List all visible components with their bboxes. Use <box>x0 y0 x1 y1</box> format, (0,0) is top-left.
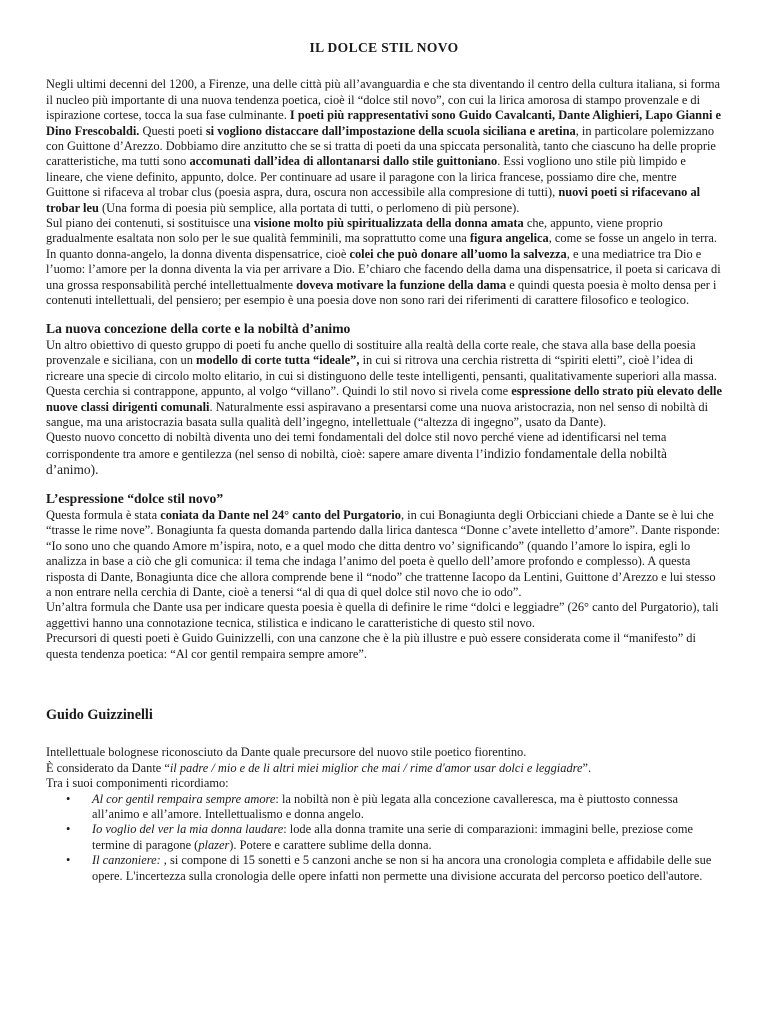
text-run: ”. <box>582 760 592 775</box>
bold-text: modello di corte tutta “ideale”, <box>196 353 360 368</box>
text-run: Sul piano dei contenuti, si sostituisce una <box>46 216 254 231</box>
text-run: , in cui Bonagiunta degli Orbicciani chiede a Dante se è lui che “trasse le rime nove”. Bonagiunta fa questa domanda partendo dalla lirica dantesca “Donne c’avete intelletto d’amore”. Dante risponde: “Io sono uno che quando Amore m’ispira, noto, e a quel modo che ditta dentro vo’ significando” (quando l’amore lo ispira, egli lo analizza in base a ciò che gli comunica: il tema che indaga l’animo del poeta è quello dell’amore profondo e complesso). A questa risposta di Dante, Bonagiunta dice che allora comprende bene il “nodo” che trattenne Iacopo da Lentini, Guittone d’Arezzo e lui stesso a non entrare nella cerchia di Dante, cioè a tenersi “al di qua di quel dolce stil novo che io odo”. <box>46 507 720 599</box>
espressione-paragraph-2: Un’altra formula che Dante usa per indicare questa poesia è quella di definire le rime “dolci e leggiadre” (26° canto del Purgatorio), tali aggettivi hanno una connotazione tecnica, stilistica e indicano le caratteristiche di questo stil novo. <box>46 600 719 630</box>
bold-text: espressione dello strato più elevato delle nuove classi dirigenti comunali <box>46 384 722 414</box>
text-run: ). Potere e carattere sublime della donna. <box>229 837 432 852</box>
list-item-text <box>92 822 693 851</box>
text-run: che, appunto, viene proprio gradualmente esaltata non solo per le sue qualità femminili, ma soprattutto come una <box>46 216 663 246</box>
corte-paragraph-3-start: Questo nuovo concetto di nobiltà diventa uno dei temi fondamentali del dolce stil novo perché viene ad identificarsi nel tema corrispondente tra amore e gentilezza (nel senso di nobiltà, cioè: sapere amare diventa l’ <box>46 430 667 461</box>
intro-paragraph <box>46 77 722 216</box>
italic-text: Io voglio del ver la mia donna laudare <box>92 822 284 837</box>
bullet-icon: • <box>66 791 71 806</box>
espressione-paragraph-3: Precursori di questi poeti è Guido Guinizzelli, con una canzone che è la più illustre e può essere considerata come il “manifesto” di questa tendenza poetica: “Al cor gentil rempaira sempre amore”. <box>46 631 696 661</box>
bold-text: coniata da Dante nel 24° canto del Purgatorio <box>160 507 401 522</box>
contents-paragraph <box>46 216 722 308</box>
text-run: . Naturalmente essi aspiravano a presentarsi come una nuova aristocrazia, non nel senso di nobiltà di sangue, ma una aristocrazia basata sulla qualità dell’ingegno, intellettuale (“altezza di ingegno”, usato da Dante). <box>46 399 709 429</box>
text-run: Un altro obiettivo di questo gruppo di poeti fu anche quello di sostituire alla realtà della corte reale, che stava alla base della poesia provenzale e siciliana, con un <box>46 337 696 368</box>
text-run: : lode alla donna tramite una serie di comparazioni: immagini belle, preziose come termine di paragone ( <box>92 822 694 852</box>
text-run: Questa formula è stata <box>46 507 161 522</box>
guido-paragraph-2 <box>46 761 722 776</box>
text-run: (Una forma di poesia più semplice, alla portata di tutti, o perlomeno di più persone). <box>98 200 520 215</box>
text-run: . Essi vogliono uno stile più limpido e lineare, che viene definito, appunto, dolce. Per continuare ad usare il paragone con la lirica francese, possiamo dire che, mentre Guittone si rifaceva al trobar clus (poesia aspra, dura, oscura non accessibile alla compresione di tutti), <box>46 154 686 200</box>
espressione-paragraph-1 <box>46 508 722 600</box>
bold-text: accomunati dall’idea di allontanarsi dallo stile guittoniano <box>189 154 498 169</box>
section-heading-corte: La nuova concezione della corte e la nobiltà d’animo <box>46 320 351 336</box>
guido-paragraph-3: Tra i suoi componimenti ricordiamo: <box>46 776 229 791</box>
corte-paragraph-3-end: indizio fondamentale della nobiltà d’animo). <box>46 445 667 478</box>
section-heading-guido: Guido Guizzinelli <box>46 707 153 724</box>
bold-text: I poeti più rappresentativi sono Guido Cavalcanti, Dante Alighieri, Lapo Gianni e Dino Frescobaldi. <box>46 108 722 138</box>
bullet-icon: • <box>66 853 71 868</box>
works-list <box>46 792 722 884</box>
bullet-icon: • <box>66 822 71 837</box>
text-run: in cui si ritrova una cerchia ristretta di “spiriti eletti”, cioè l’idea di ricreare una specie di circolo molto elitario, in cui si distinguono delle teste intelligenti, pensanti, qualitativamente superiori alla massa. <box>46 353 717 383</box>
italic-text: Al cor gentil rempaira sempre amore <box>92 791 276 806</box>
text-run: , come se fosse un angelo in terra. In quanto donna-angelo, la donna diventa dispensatrice, cioè <box>46 231 717 261</box>
document-title: IL DOLCE STIL NOVO <box>309 40 459 55</box>
guido-paragraph-1: Intellettuale bolognese riconosciuto da Dante quale precursore del nuovo stile poetico fiorentino. <box>46 745 527 760</box>
italic-text: plazer <box>198 837 230 852</box>
document-page <box>46 40 722 884</box>
list-item-text <box>92 792 678 821</box>
list-item <box>46 853 722 884</box>
text-run: , in particolare polemizzano con Guittone d’Arezzo. Dobbiamo dire anzitutto che se si tratta di poeti da una spiccata personalità, tanto che ciascuno ha delle proprie caratteristiche, ma tutti sono <box>46 123 716 169</box>
italic-text: Il canzoniere: <box>92 853 164 868</box>
text-run: e quindi questa poesia è molto densa per i contenuti intellettuali, del pensiero; per esempio è una poesia dove non sono rari dei riferimenti di carattere filosofico e teologico. <box>46 277 717 308</box>
text-run: Questa cerchia si contrappone, appunto, al volgo “villano”. Quindi lo stil novo si rivela come <box>46 384 512 399</box>
text-run: , e una mediatrice tra Dio e l’uomo: l’amore per la donna diventa la via per arrivare a Dio. E’chiaro che facendo della dama una dispensatrice, il poeta si caricava di una grossa responsabilità perché intellettualmente <box>46 246 721 292</box>
bold-text: si vogliono distaccare dall’impostazione della scuola siciliana e aretina <box>205 123 576 138</box>
bold-text: colei che può donare all’uomo la salvezza <box>349 246 567 261</box>
italic-text: il padre / mio e de li altri miei miglior che mai / rime d'amor usar dolci e leggiadre <box>169 760 583 775</box>
section-heading-espressione: L’espressione “dolce stil novo” <box>46 490 224 506</box>
bold-text: nuovi poeti si rifacevano al trobar leu <box>46 185 701 215</box>
list-item <box>46 792 722 823</box>
text-run: , si compone di 15 sonetti e 5 canzoni anche se non si ha ancora una cronologia completa e affidabile delle sue opere. L'incertezza sulla cronologia delle opere infatti non permette una divisione accurata del percorso poetico dell'autore. <box>92 853 712 883</box>
text-run: : la nobiltà non è più legata alla concezione cavalleresca, ma è piuttosto connessa all’animo e all’amore. Intellettualismo e donna angelo. <box>92 791 678 822</box>
bold-text: visione molto più spiritualizzata della donna amata <box>253 216 524 231</box>
text-run: Questi poeti <box>139 123 206 138</box>
corte-paragraph-3 <box>46 430 722 478</box>
list-item <box>46 822 722 853</box>
text-run: È considerato da Dante “ <box>46 760 170 775</box>
text-run: Negli ultimi decenni del 1200, a Firenze, una delle città più all’avanguardia e che sta diventando il centro della cultura italiana, si forma il nucleo più importante di una nuova tendenza poetica, cioè il “dolce stil novo”, con cui la lirica amorosa di stampo provenzale e di ispirazione cortese, tocca la sua fase culminante. <box>46 77 721 123</box>
list-item-text <box>92 853 711 882</box>
corte-paragraph-1 <box>46 338 722 384</box>
corte-paragraph-2 <box>46 384 722 430</box>
bold-text: doveva motivare la funzione della dama <box>296 277 507 292</box>
bold-text: figura angelica <box>469 231 549 246</box>
